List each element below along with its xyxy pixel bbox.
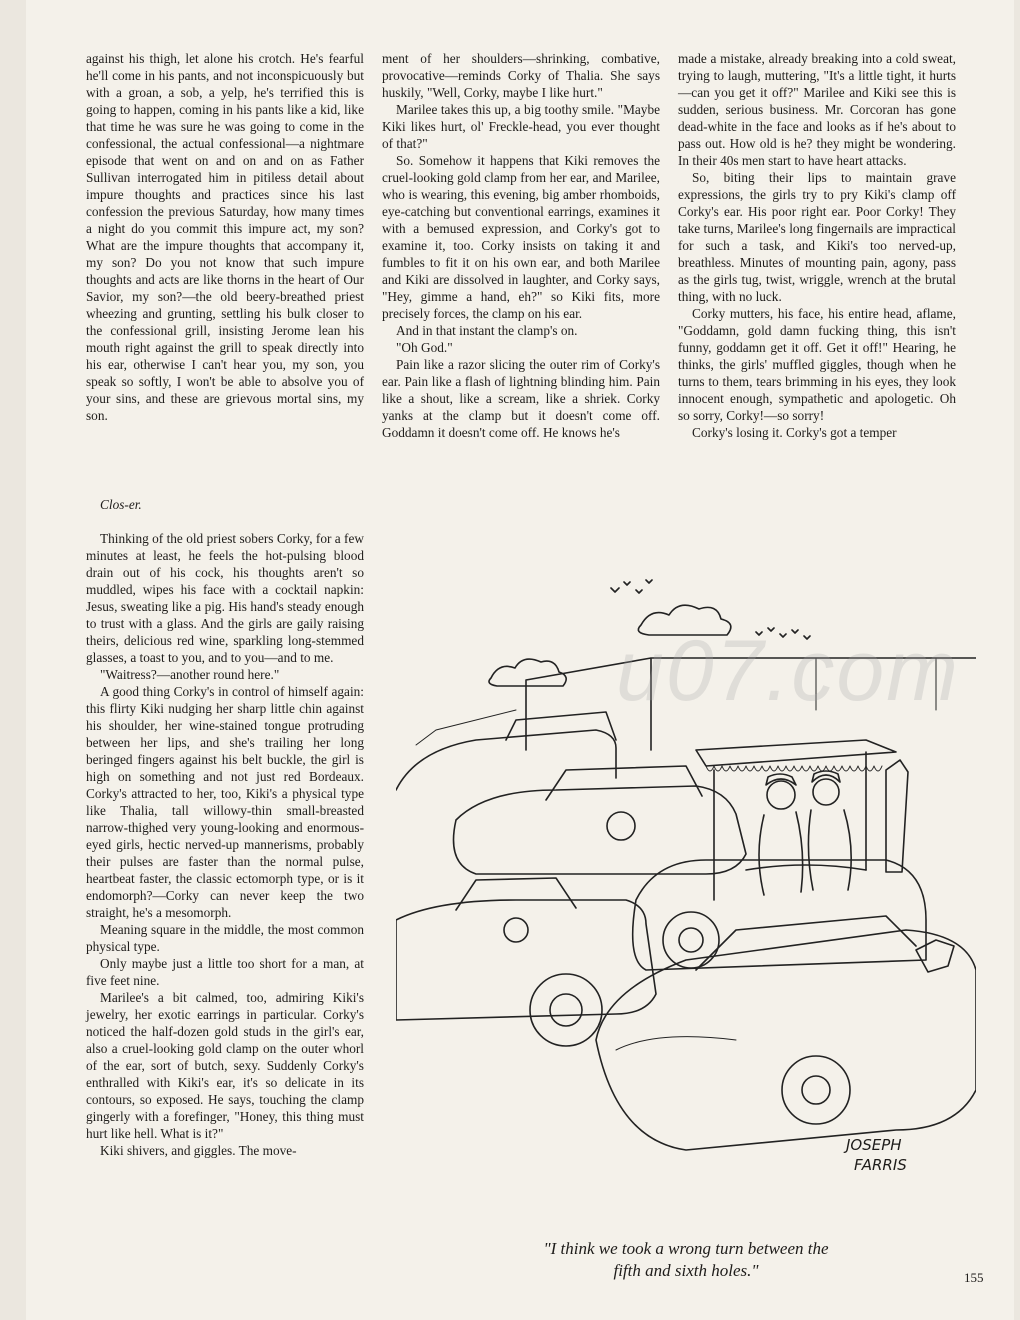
- cloud: [489, 659, 566, 686]
- text-column-3: [678, 50, 956, 441]
- paragraph: ment of her shoulders—shrinking, combative, provocative—reminds Corky of Thalia. She says huskily, "Well, Corky, maybe I like hurt.": [382, 51, 660, 100]
- signature-line: FARRIS: [854, 1156, 907, 1174]
- paragraph: Only maybe just a little too short for a man, at five feet nine.: [86, 956, 364, 988]
- golf-bag: [886, 760, 908, 872]
- paragraph: A good thing Corky's in control of himself again: this flirty Kiki nudging her sharp little chin against his shoulder, her wine-stained tongue protruding between her lips, and she's trailing her long beringed fingers against his belt buckle, the girl is high on something and not just red Bordeaux. Corky's attracted to her, too, Kiki's a physical type like Thalia, tall willowy-thin small-breasted narrow-thighed very young-looking and enormous-eyed girls, hectic nerved-up mannerisms, probably their pulses are faster than the normal pulse, heartbeat faster, the classic ectomorph type, or is it endomorph?—Corky can never keep the two straight, he's a mesomorph.: [86, 684, 364, 920]
- paragraph: "Oh God.": [396, 340, 453, 355]
- text-column-1-bottom: [86, 530, 364, 1159]
- paragraph: So. Somehow it happens that Kiki removes the cruel-looking gold clamp from her ear, and Marilee, who is wearing, this evening, big amber rhomboids, eye-catching but conventional earrings, examines it with a bemused expression, and Corky's got to examine it, too. Corky insists on taking it and fumbles to fit it on his own ear, and both Marilee and Kiki are dissolved in laughter, and Corky says, "Hey, gimme a hand, eh?" so Kiki fits, more precisely forces, the clamp on his ear.: [382, 153, 660, 321]
- watermark: u07.com: [616, 623, 960, 719]
- signature-line: JOSEPH: [846, 1136, 902, 1154]
- paragraph: "Waitress?—another round here.": [100, 667, 280, 682]
- artist-signature: [846, 1135, 907, 1175]
- wheel: [782, 1056, 850, 1124]
- paragraph: Marilee's a bit calmed, too, admiring Kiki's jewelry, her exotic earrings in particular. Corky's noticed the half-dozen gold studs in the girl's ear, also a cruel-looking gold clamp on the outer whorl of the ear, sort of butch, sexy. Suddenly Corky's enthralled with Kiki's ear, it's so delicate in its contours, so exposed. He says, touching the clamp gingerly with a forefinger, "Honey, this thing must hurt like hell. What is it?": [86, 990, 364, 1141]
- paragraph: against his thigh, let alone his crotch. He's fearful he'll come in his pants, and not inconspicuously but with a groan, a sob, a yelp, he's terrified this is going to happen, coming in his pants like a kid, like that time he was sure he was going to come in the confessional, the actual confessional—a nightmare episode that went on and on and on as Father Sullivan interrogated him in pitiless detail about impure thoughts and practices since his last confession the previous Saturday, how many times a night do you commit this impure act, my son? What are the impure thoughts that accompany it, my son? Do you not know that such impure thoughts and acts are like thorns in the heart of Our Savior, my son?—the old beery-breathed priest wheezing and grunting, settling his bulk closer to the confessional grill, insisting Jerome lean his mouth right against the grill to speak directly into his ear, otherwise I can't hear you, my son, you speak so softly, I won't be able to absolve you of your sins, and these are grievous mortal sins, my son.: [86, 51, 364, 423]
- birds: [611, 580, 652, 593]
- paragraph-italic: [86, 496, 364, 513]
- golfer-head: [767, 781, 795, 809]
- paragraph: Pain like a razor slicing the outer rim of Corky's ear. Pain like a flash of lightning blinding him. Pain like a shout, like a scream, like a shriek. Corky yanks at the clamp but it doesn't come off. Goddamn it doesn't come off. He knows he's: [382, 357, 660, 440]
- paragraph: Kiki shivers, and giggles. The move-: [100, 1143, 297, 1158]
- paragraph: And in that instant the clamp's on.: [396, 323, 578, 338]
- cartoon-caption: [466, 1238, 906, 1282]
- caption-line: fifth and sixth holes.": [613, 1261, 759, 1280]
- paragraph: Marilee takes this up, a big toothy smile. "Maybe Kiki likes hurt, ol' Freckle-head, you ever thought of that?": [382, 102, 660, 151]
- paragraph: made a mistake, already breaking into a cold sweat, trying to laugh, muttering, "It's a little tight, it hurts—can you get it off?" Marilee and Kiki see this is sudden, serious business. Mr. Corcoran has gone dead-white in the face and looks as if he's about to pass out. How old is he? they might be wondering. In their 40s men start to have heart attacks.: [678, 51, 956, 168]
- magazine-page: [26, 0, 1014, 1320]
- car-foreground: [596, 930, 976, 1150]
- paragraph: Thinking of the old priest sobers Corky, for a few minutes at least, he feels the hot-pulsing blood drain out of his cock, his thoughts aren't so muddled, wipes his face with a cocktail napkin: Jesus, sweating like a pig. His hand's steady enough to trust with a glass. And the girls are gaily raising theirs, delicious red wine, sparkling long-stemmed glasses, a toast to you, and to you—and to me.: [86, 531, 364, 665]
- text-column-1-top: [86, 50, 364, 424]
- golf-cart-body: [633, 860, 926, 970]
- paragraph: Meaning square in the middle, the most common physical type.: [86, 922, 364, 954]
- text-column-2: [382, 50, 660, 441]
- paragraph: Corky's losing it. Corky's got a temper: [692, 425, 897, 440]
- paragraph: Corky mutters, his face, his entire head, aflame, "Goddamn, gold damn fucking thing, this isn't funny, goddamn get it off. Get it off!" Hearing, he thinks, the girls' muffled giggles, though when he turns to them, tears brimming in his eyes, they look innocent enough, sympathetic and apologetic. Oh so sorry, Corky!—so sorry!: [678, 306, 956, 423]
- paragraph: So, biting their lips to maintain grave expressions, the girls try to pry Kiki's clamp off Corky's ear. His poor right ear. Poor Corky! They take turns, Marilee's long fingernails are impractical for such a task, and Kiki's too nerved-up, breathless. Minutes of mounting pain, agony, pass as the girls tug, twist, wriggle, wrench at the brutal thing, with no luck.: [678, 170, 956, 304]
- caption-line: "I think we took a wrong turn between the: [543, 1239, 829, 1258]
- text-column-1-closer: [86, 496, 364, 513]
- wheel: [530, 974, 602, 1046]
- dog: [916, 940, 954, 972]
- closer-text: Clos-er.: [100, 497, 142, 512]
- page-number: 155: [964, 1270, 984, 1285]
- golfer-head: [813, 779, 839, 805]
